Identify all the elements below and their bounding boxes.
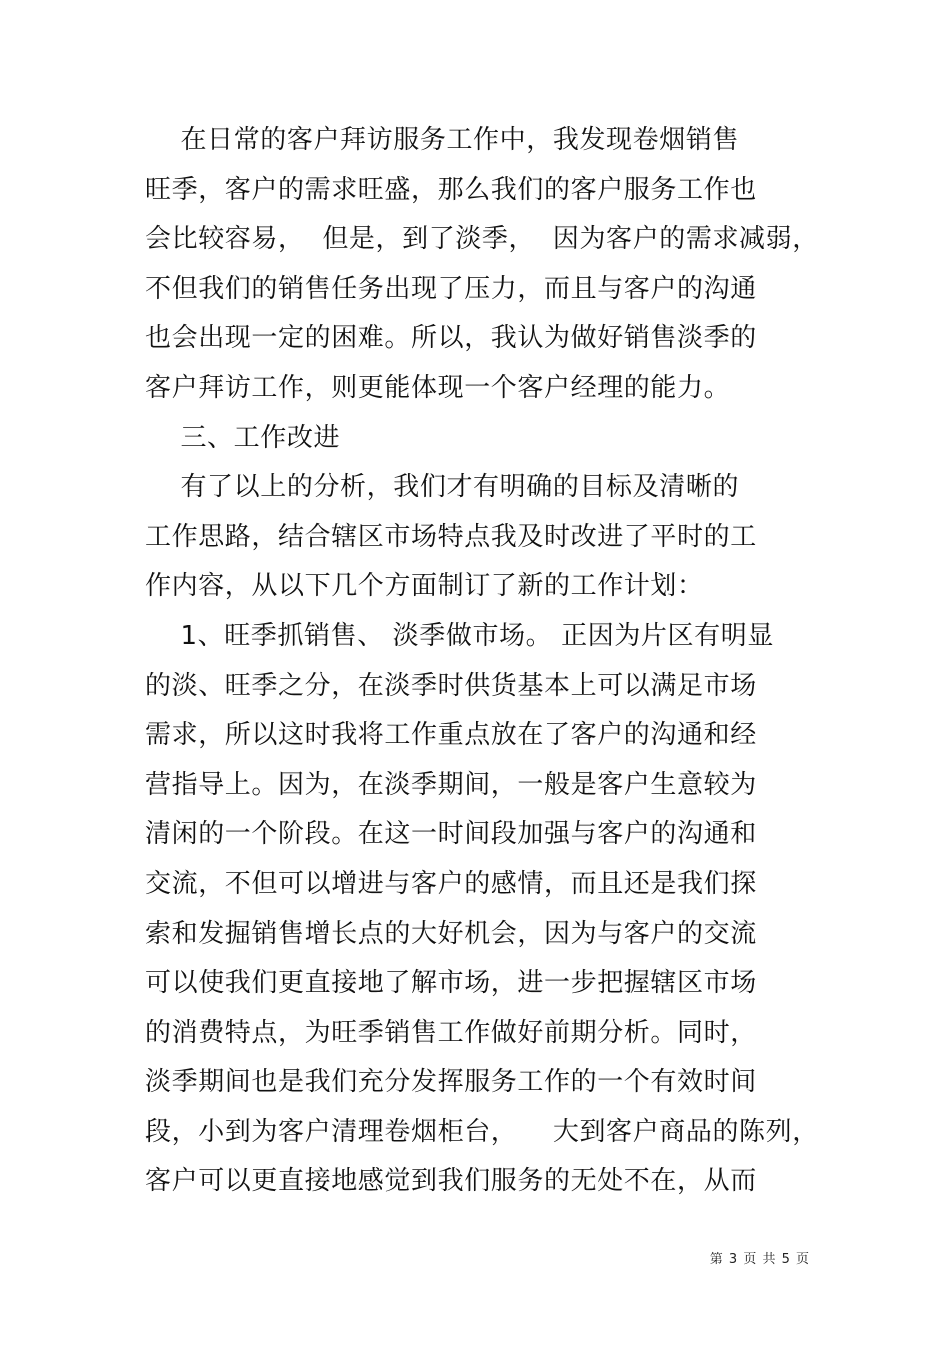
text-line: 客户可以更直接地感觉到我们服务的无处不在，从而: [145, 1166, 757, 1197]
body-text: [145, 116, 819, 1207]
text-line: 会比较容易， 但是，到了淡季， 因为客户的需求减弱，: [145, 224, 819, 255]
text-line: 工作思路，结合辖区市场特点我及时改进了平时的工: [145, 521, 757, 552]
text-line: 营指导上。因为，在淡季期间，一般是客户生意较为: [145, 769, 757, 800]
text-line: 清闲的一个阶段。在这一时间段加强与客户的沟通和: [145, 819, 757, 850]
text-line: 旺季，客户的需求旺盛，那么我们的客户服务工作也: [145, 174, 757, 205]
text-line: 作内容，从以下几个方面制订了新的工作计划：: [145, 571, 704, 602]
text-line: 段，小到为客户清理卷烟柜台， 大到客户商品的陈列，: [145, 1116, 819, 1147]
text-line: 淡季期间也是我们充分发挥服务工作的一个有效时间: [145, 1067, 757, 1098]
text-line: 不但我们的销售任务出现了压力，而且与客户的沟通: [145, 273, 757, 304]
text-line: 客户拜访工作，则更能体现一个客户经理的能力。: [145, 372, 731, 403]
text-line: 也会出现一定的困难。所以，我认为做好销售淡季的: [145, 323, 757, 354]
text-line: 的淡、旺季之分，在淡季时供货基本上可以满足市场: [145, 670, 757, 701]
text-line: 交流，不但可以增进与客户的感情，而且还是我们探: [145, 868, 757, 899]
text-line: 需求，所以这时我将工作重点放在了客户的沟通和经: [145, 720, 757, 751]
text-line: 索和发掘销售增长点的大好机会，因为与客户的交流: [145, 918, 757, 949]
text-line: 可以使我们更直接地了解市场，进一步把握辖区市场: [145, 968, 757, 999]
page-number-footer: 第 3 页 共 5 页: [709, 1252, 810, 1267]
text-line: 有了以上的分析，我们才有明确的目标及清晰的: [145, 472, 740, 503]
text-line: 1、旺季抓销售、 淡季做市场。 正因为片区有明显: [145, 620, 774, 651]
section-heading: 三、工作改进: [145, 422, 341, 453]
text-line: 在日常的客户拜访服务工作中，我发现卷烟销售: [145, 125, 740, 155]
text-line: 的消费特点，为旺季销售工作做好前期分析。同时，: [145, 1017, 757, 1048]
